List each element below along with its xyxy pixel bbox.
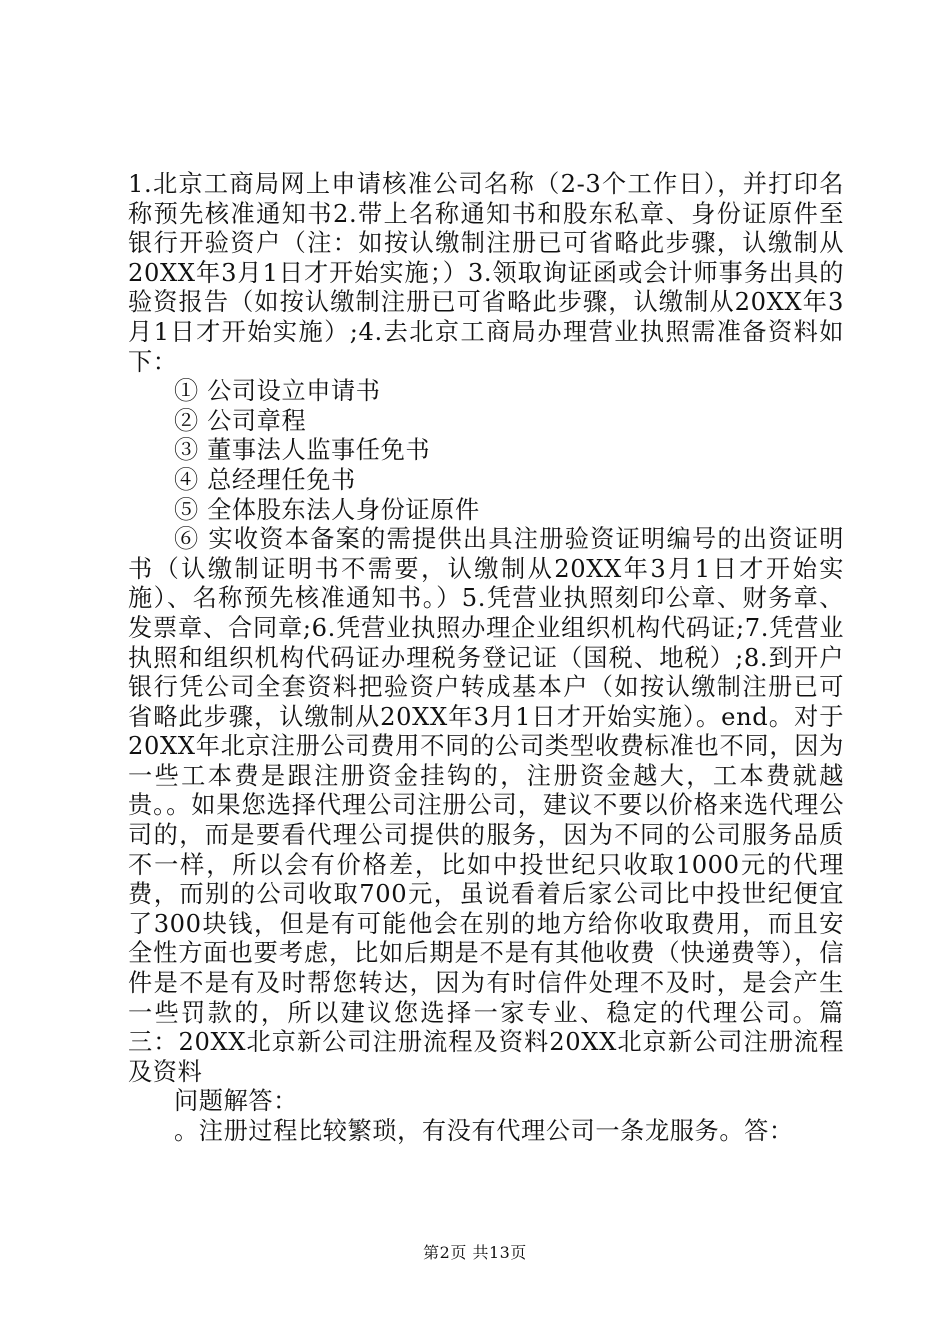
paragraph-qa-question: 。注册过程比较繁琐，有没有代理公司一条龙服务。答： (174, 1117, 794, 1145)
paragraph-intro: 1.北京工商局网上申请核准公司名称（2-3个工作日），并打印名称预先核准通知书2.带上名称通知书和股东私章、身份证原件至银行开验资户（注：如按认缴制注册已可省略此步骤，认缴制从20XX年3月1日才开始实施；）3.领取询证函或会计师事务出具的验资报告（如按认缴制注册已可省略此步骤，认缴制从20XX年3月1日才开始实施）;4.去北京工商局办理营业执照需准备资料如下： (128, 170, 844, 376)
document-body (128, 170, 844, 1147)
list-item-application: ① 公司设立申请书 (174, 377, 381, 406)
list-item-articles: ② 公司章程 (174, 406, 307, 435)
list-item-id-cards: ⑤ 全体股东法人身份证原件 (174, 495, 480, 524)
list-item-directors: ③ 董事法人监事任免书 (174, 436, 431, 465)
paragraph-capital: ⑥ 实收资本备案的需提供出具注册验资证明编号的出资证明书（认缴制证明书不需要，认缴制从20XX年3月1日才开始实施）、名称预先核准通知书。）5.凭营业执照刻印公章、财务章、发票章、合同章;6.凭营业执照办理企业组织机构代码证;7.凭营业执照和组织机构代码证办理税务登记证（国税、地税）;8.到开户银行凭公司全套资料把验资户转成基本户（如按认缴制注册已可省略此步骤，认缴制从20XX年3月1日才开始实施）。end。对于20XX年北京注册公司费用不同的公司类型收费标准也不同，因为一些工本费是跟注册资金挂钩的，注册资金越大，工本费就越贵。。如果您选择代理公司注册公司，建议不要以价格来选代理公司的，而是要看代理公司提供的服务，因为不同的公司服务品质不一样，所以会有价格差，比如中投世纪只收取1000元的代理费，而别的公司收取700元，虽说看着后家公司比中投世纪便宜了300块钱，但是有可能他会在别的地方给你收取费用，而且安全性方面也要考虑，比如后期是不是有其他收费（快递费等），信件是不是有及时帮您转达，因为有时信件处理不及时，是会产生一些罚款的，所以建议您选择一家专业、稳定的代理公司。篇三：20XX北京新公司注册流程及资料20XX北京新公司注册流程及资料 (128, 525, 844, 1086)
list-item-manager: ④ 总经理任免书 (174, 465, 356, 494)
page-footer: 第2页 共13页 (423, 1243, 527, 1262)
paragraph-qa-heading: 问题解答： (174, 1087, 298, 1116)
